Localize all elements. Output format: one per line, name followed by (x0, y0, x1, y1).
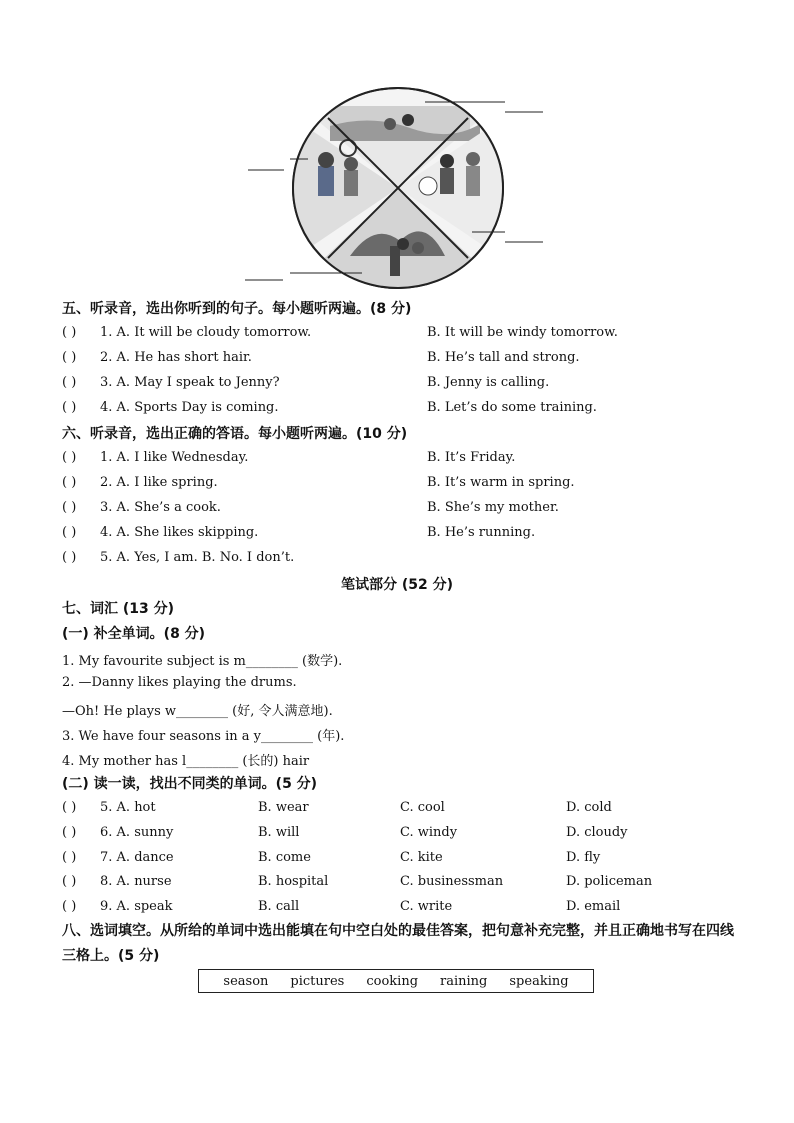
option-a: 2. A. I like spring. (100, 475, 218, 490)
option-c: C. kite (400, 850, 443, 865)
answer-paren[interactable]: ( ) (62, 874, 77, 889)
answer-paren[interactable]: ( ) (62, 375, 77, 390)
option-a: 5. A. Yes, I am. B. No. I don’t. (100, 550, 295, 565)
word-bank-item: pictures (290, 973, 345, 989)
option-c: C. businessman (400, 874, 504, 889)
option-d: D. cold (566, 800, 612, 815)
section6-header: 六、听录音，选出正确的答语。每小题听两遍。(10 分) (62, 426, 408, 442)
answer-paren[interactable]: ( ) (62, 450, 77, 465)
option-c: C. cool (400, 800, 445, 815)
answer-paren[interactable]: ( ) (62, 800, 77, 815)
answer-paren[interactable]: ( ) (62, 325, 77, 340)
option-a: 9. A. speak (100, 899, 173, 914)
word-bank-item: season (223, 973, 269, 989)
option-b: B. Jenny is calling. (427, 375, 550, 390)
option-a: 4. A. Sports Day is coming. (100, 400, 279, 415)
answer-paren[interactable]: ( ) (62, 899, 77, 914)
section8-header: 八、选词填空。从所给的单词中选出能填在句中空白处的最佳答案，把句意补充完整，并且正确地书写在四线三格上。(5 分) (62, 923, 734, 964)
fill-line[interactable]: 1. My favourite subject is m________ (数学). (62, 654, 343, 669)
option-d: D. email (566, 899, 621, 914)
answer-paren[interactable]: ( ) (62, 400, 77, 415)
option-b: B. wear (258, 800, 309, 815)
section5-header: 五、听录音，选出你听到的句子。每小题听两遍。(8 分) (62, 301, 412, 317)
word-bank-item: raining (440, 973, 488, 989)
word-bank-item: cooking (366, 973, 419, 989)
option-a: 2. A. He has short hair. (100, 350, 252, 365)
option-b: B. She’s my mother. (427, 500, 559, 515)
option-b: B. will (258, 825, 300, 840)
fill-line: 2. —Danny likes playing the drums. (62, 675, 297, 690)
section7-part1-header: (一) 补全单词。(8 分) (62, 626, 206, 642)
option-b: B. It’s warm in spring. (427, 475, 575, 490)
option-a: 3. A. May I speak to Jenny? (100, 375, 280, 390)
answer-paren[interactable]: ( ) (62, 525, 77, 540)
option-b: B. call (258, 899, 300, 914)
answer-paren[interactable]: ( ) (62, 500, 77, 515)
word-bank-item: speaking (509, 973, 569, 989)
section7-part2-header: (二) 读一读，找出不同类的单词。(5 分) (62, 776, 318, 792)
option-d: D. policeman (566, 874, 653, 889)
section7-header: 七、词汇 (13 分) (62, 601, 175, 617)
option-b: B. come (258, 850, 311, 865)
answer-paren[interactable]: ( ) (62, 475, 77, 490)
option-a: 6. A. sunny (100, 825, 174, 840)
four-seasons-illustration (240, 86, 560, 291)
fill-line[interactable]: 3. We have four seasons in a y________ (年). (62, 729, 345, 744)
option-b: B. He’s tall and strong. (427, 350, 580, 365)
answer-paren[interactable]: ( ) (62, 850, 77, 865)
option-a: 4. A. She likes skipping. (100, 525, 259, 540)
option-d: D. fly (566, 850, 601, 865)
option-a: 7. A. dance (100, 850, 174, 865)
answer-paren[interactable]: ( ) (62, 550, 77, 565)
option-b: B. Let’s do some training. (427, 400, 597, 415)
option-c: C. windy (400, 825, 458, 840)
option-b: B. It’s Friday. (427, 450, 516, 465)
option-d: D. cloudy (566, 825, 628, 840)
option-a: 3. A. She’s a cook. (100, 500, 221, 515)
written-part-title: 笔试部分 (52 分) (340, 577, 454, 593)
word-bank (198, 969, 594, 993)
answer-paren[interactable]: ( ) (62, 350, 77, 365)
option-c: C. write (400, 899, 453, 914)
fill-line[interactable]: 4. My mother has l________ (长的) hair (62, 754, 310, 769)
option-a: 5. A. hot (100, 800, 156, 815)
option-a: 1. A. I like Wednesday. (100, 450, 249, 465)
option-b: B. hospital (258, 874, 329, 889)
option-a: 1. A. It will be cloudy tomorrow. (100, 325, 312, 340)
fill-line[interactable]: —Oh! He plays w________ (好, 令人满意地). (62, 704, 333, 719)
option-a: 8. A. nurse (100, 874, 172, 889)
option-b: B. It will be windy tomorrow. (427, 325, 618, 340)
answer-paren[interactable]: ( ) (62, 825, 77, 840)
option-b: B. He’s running. (427, 525, 536, 540)
